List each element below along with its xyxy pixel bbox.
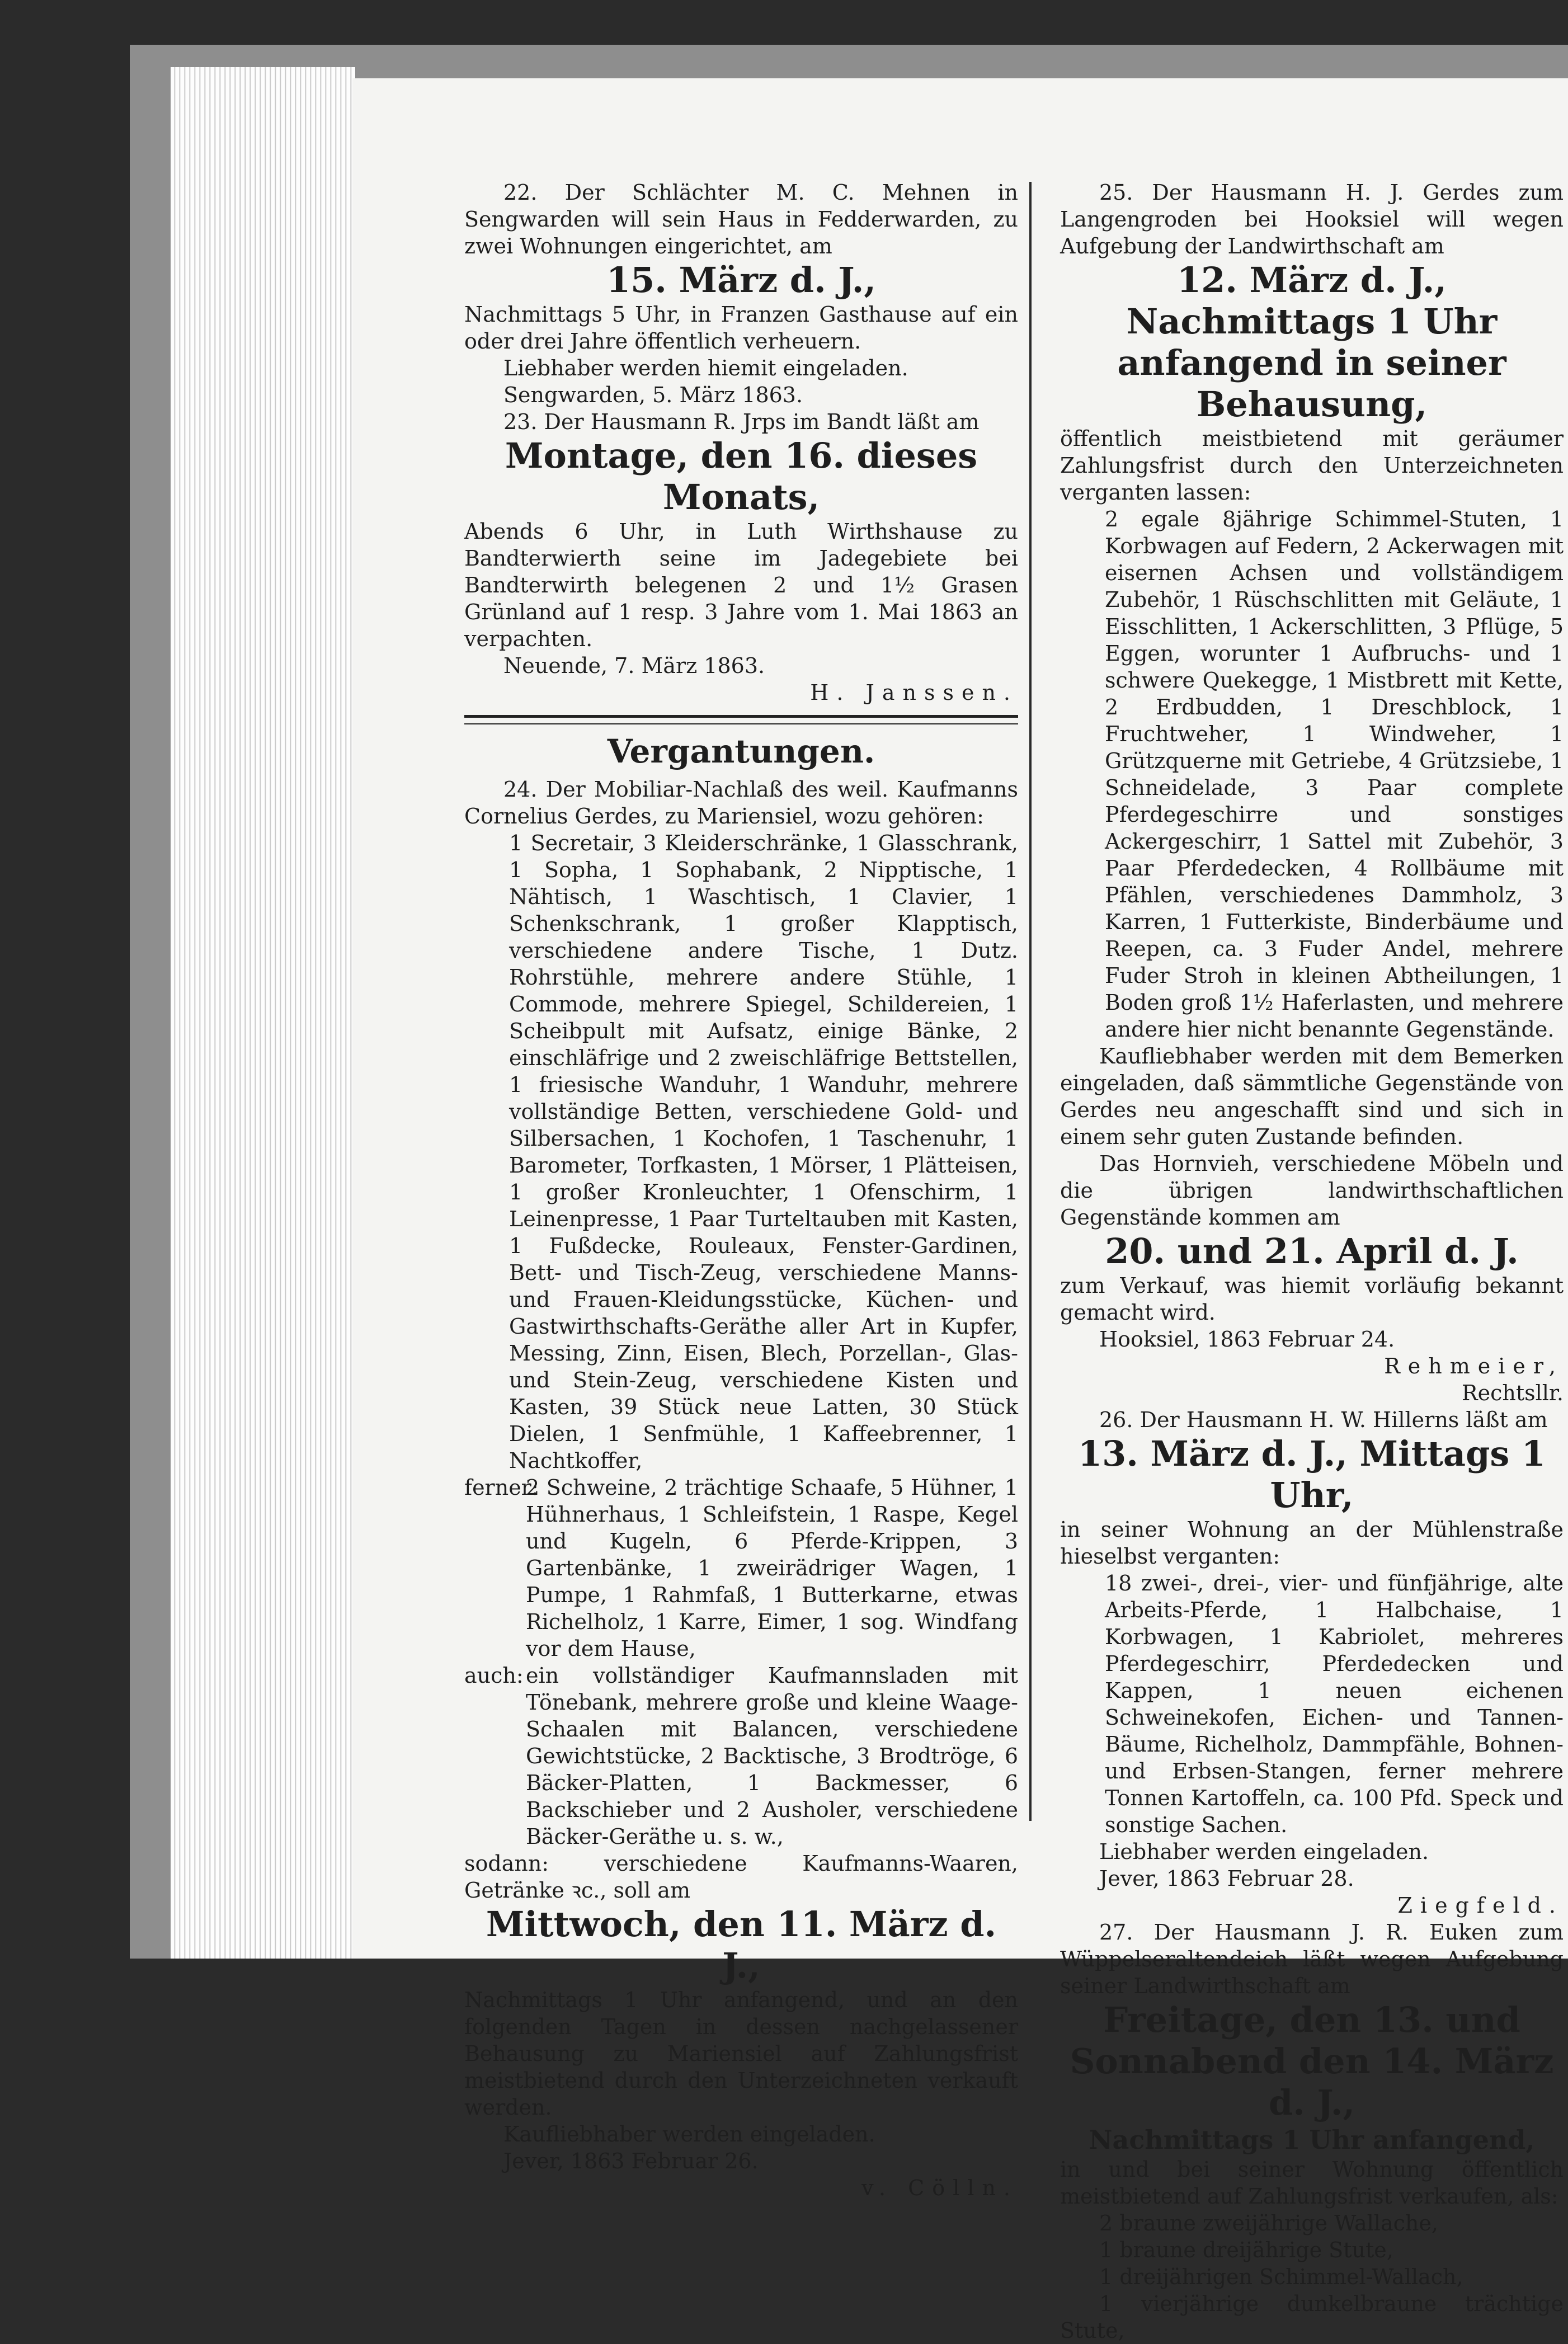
- notice-date: 15. März d. J.,: [606, 260, 876, 300]
- list-item: 1 dreijährigen Schimmel-Wallach,: [1099, 2265, 1463, 2289]
- notice-text: 26. Der Hausmann H. W. Hillerns läßt am: [1099, 1408, 1548, 1432]
- item-list: 18 zwei-, drei-, vier- und fünfjährige, alte Arbeits-Pferde, 1 Halbchaise, 1 Korbwagen, 1 Kabriolet, mehreres Pferdegeschirr, Pferdedecken und Kappen, 1 neuen eichenen Schweinekofen, Eichen- und Tannen-Bäume, Richelholz, Dammpfähle, Bohnen- und Erbsen-Stangen, ferner mehrere Tonnen Kartoffeln, ca. 100 Pfd. Speck und sonstige Sachen.: [1105, 1571, 1564, 1837]
- notice-invite: Liebhaber werden hiemit eingeladen.: [503, 356, 908, 380]
- notice-text: 23. Der Hausmann R. Jrps im Bandt läßt am: [503, 410, 980, 434]
- item-list: 2 egale 8jährige Schimmel-Stuten, 1 Korbwagen auf Federn, 2 Ackerwagen mit eisernen Achsen und vollständigem Zubehör, 1 Rüschschlitten mit Geläute, 1 Eisschlitten, 1 Ackerschlitten, 3 Pflüge, 5 Eggen, worunter 1 Aufbruchs- und 1 schwere Quekegge, 1 Mistbrett mit Kette, 2 Erdbudden, 1 Dreschblock, 1 Fruchtweher, 1 Windweher, 1 Grützquerne mit Getriebe, 4 Grützsiebe, 1 Schneidelade, 3 Paar complete Pferdegeschirre und sonstiges Ackergeschirr, 1 Sattel mit Zubehör, 3 Paar Pferdedecken, 4 Rollbäume mit Pfählen, verschiedenes Dammholz, 3 Karren, 1 Futterkiste, Binderbäume und Reepen, ca. 3 Fuder Andel, mehrere Fuder Stroh in kleinen Abtheilungen, 1 Boden groß 1½ Haferlasten, und mehrere andere hier nicht benannte Gegenstände.: [1105, 507, 1564, 1042]
- notice-text: in und bei seiner Wohnung öffentlich meistbietend auf Zahlungsfrist verkaufen, als:: [1060, 2157, 1564, 2209]
- notice-text: Das Hornvieh, verschiedene Möbeln und die übrigen landwirthschaftlichen Gegenstände kommen am: [1060, 1151, 1564, 1230]
- notice-27: [1060, 1919, 1564, 2344]
- section-rule: [464, 715, 1018, 724]
- notice-place-date: Hooksiel, 1863 Februar 24.: [1099, 1327, 1395, 1352]
- notice-time: Nachmittags 1 Uhr anfangend,: [1089, 2125, 1535, 2155]
- notice-signature-title: Rechtsllr.: [1461, 1381, 1564, 1405]
- notice-text: 24. Der Mobiliar-Nachlaß des weil. Kaufmanns Cornelius Gerdes, zu Mariensiel, wozu gehören:: [464, 777, 1018, 829]
- notice-signature: Ziegfeld.: [1397, 1893, 1564, 1918]
- item-label: ferner:: [464, 1475, 539, 1500]
- notice-place-date: Neuende, 7. März 1863.: [503, 653, 765, 678]
- item-list: 1 Secretair, 3 Kleiderschränke, 1 Glasschrank, 1 Sopha, 1 Sophabank, 2 Nipptische, 1 Nähtisch, 1 Waschtisch, 1 Clavier, 1 Schenkschrank, 1 großer Klapptisch, verschiedene andere Tische, 1 Dutz. Rohrstühle, mehrere andere Stühle, 1 Commode, mehrere Spiegel, Schildereien, 1 Scheibpult mit Aufsatz, einige Bänke, 2 einschläfrige und 2 zweischläfrige Bettstellen, 1 friesische Wanduhr, 1 Wanduhr, mehrere vollständige Betten, verschiedene Gold- und Silbersachen, 1 Kochofen, 1 Taschenuhr, 1 Barometer, Torfkasten, 1 Mörser, 1 Plätteisen, 1 großer Kronleuchter, 1 Ofenschirm, 1 Leinenpresse, 1 Paar Turteltauben mit Kasten, 1 Fußdecke, Rouleaux, Fenster-Gardinen, Bett- und Tisch-Zeug, verschiedene Manns- und Frauen-Kleidungsstücke, Küchen- und Gastwirthschafts-Geräthe aller Art in Kupfer, Messing, Zinn, Eisen, Blech, Porzellan-, Glas- und Stein-Zeug, verschiedene Kisten und Kasten, 39 Stück neue Latten, 30 Stück Dielen, 1 Senfmühle, 1 Kaffeebrenner, 1 Nachtkoffer,: [509, 831, 1018, 1473]
- notice-date: Mittwoch, den 11. März d. J.,: [486, 1904, 997, 1986]
- section-heading: Vergantungen.: [607, 732, 875, 770]
- notice-invite: Kaufliebhaber werden eingeladen.: [503, 2122, 875, 2147]
- notice-date: Freitage, den 13. und Sonnabend den 14. März d. J.,: [1070, 1999, 1554, 2123]
- notice-text: Abends 6 Uhr, in Luth Wirthshause zu Bandterwierth seine im Jadegebiete bei Bandterwirth belegenen 2 und 1½ Grasen Grünland auf 1 resp. 3 Jahre vom 1. Mai 1863 an verpachten.: [464, 519, 1018, 651]
- notice-signature: v. Cölln.: [861, 2176, 1018, 2200]
- list-item: 2 braune zweijährige Wallache,: [1099, 2211, 1438, 2235]
- notice-place-date: Jever, 1863 Februar 28.: [1099, 1866, 1354, 1891]
- notice-text: Nachmittags 5 Uhr, in Franzen Gasthause auf ein oder drei Jahre öffentlich verheuern.: [464, 302, 1018, 354]
- notice-text: öffentlich meistbietend mit geräumer Zahlungsfrist durch den Unterzeichneten verganten lassen:: [1060, 426, 1564, 505]
- notice-text: in seiner Wohnung an der Mühlenstraße hieselbst verganten:: [1060, 1517, 1564, 1569]
- notice-22: [464, 179, 1018, 408]
- notice-25: [1060, 179, 1564, 1406]
- notice-24: [464, 776, 1018, 2201]
- notice-text: Kaufliebhaber werden mit dem Bemerken eingeladen, daß sämmtliche Gegenstände von Gerdes neu angeschafft sind und sich in einem sehr guten Zustande befinden.: [1060, 1044, 1564, 1149]
- item-group: [464, 1662, 1018, 1850]
- notice-text: sodann: verschiedene Kaufmanns-Waaren, Getränke ꝛc., soll am: [464, 1851, 1018, 1903]
- notice-text: 25. Der Hausmann H. J. Gerdes zum Langengroden bei Hooksiel will wegen Aufgebung der Landwirthschaft am: [1060, 180, 1564, 258]
- notice-place-date: Sengwarden, 5. März 1863.: [503, 383, 803, 407]
- notice-text: zum Verkauf, was hiemit vorläufig bekannt gemacht wird.: [1060, 1273, 1564, 1325]
- notice-date: Montage, den 16. dieses Monats,: [505, 435, 978, 517]
- notice-signature: Rehmeier,: [1384, 1354, 1564, 1378]
- notice-text: 27. Der Hausmann J. R. Euken zum Wüppelseraltendeich läßt wegen Aufgebung seiner Landwirthschaft am: [1060, 1920, 1564, 1998]
- list-item: 1 vierjährige dunkelbraune trächtige Stute,: [1060, 2291, 1564, 2343]
- item-group: [464, 1474, 1018, 1662]
- notice-signature: H. Janssen.: [810, 680, 1018, 705]
- column-divider: [1029, 182, 1032, 1821]
- notice-place-date: Jever, 1863 Februar 26.: [503, 2149, 759, 2173]
- right-column: [1060, 179, 1564, 2344]
- item-list: ein vollständiger Kaufmannsladen mit Tönebank, mehrere große und kleine Waage-Schaalen mit Balancen, verschiedene Gewichtstücke, 2 Backtische, 3 Brodtröge, 6 Bäcker-Platten, 1 Backmesser, 6 Backschieber und 2 Ausholer, verschiedene Bäcker-Geräthe u. s. w.,: [526, 1663, 1018, 1849]
- item-label: auch:: [464, 1663, 524, 1688]
- notice-text: Nachmittags 1 Uhr anfangend, und an den folgenden Tagen in dessen nachgelassener Behausung zu Mariensiel auf Zahlungsfrist meistbietend durch den Unterzeichneten verkauft werden.: [464, 1988, 1018, 2120]
- left-column: [464, 179, 1018, 2201]
- notice-date: 13. März d. J., Mittags 1 Uhr,: [1077, 1433, 1546, 1515]
- item-list: 2 Schweine, 2 trächtige Schaafe, 5 Hühner, 1 Hühnerhaus, 1 Schleifstein, 1 Raspe, Kegel und Kugeln, 6 Pferde-Krippen, 3 Gartenbänke, 1 zweirädriger Wagen, 1 Pumpe, 1 Rahmfaß, 1 Butterkarne, etwas Richelholz, 1 Karre, Eimer, 1 sog. Windfang vor dem Hause,: [526, 1475, 1018, 1661]
- notice-23: [464, 408, 1018, 706]
- notice-date: 20. und 21. April d. J.: [1105, 1231, 1519, 1272]
- notice-26: [1060, 1406, 1564, 1919]
- notice-invite: Liebhaber werden eingeladen.: [1099, 1839, 1429, 1864]
- notice-date: 12. März d. J., Nachmittags 1 Uhr anfangend in seiner Behausung,: [1117, 260, 1506, 425]
- page-edges: [171, 67, 355, 1959]
- list-item: 1 braune dreijährige Stute,: [1099, 2238, 1393, 2262]
- notice-text: 22. Der Schlächter M. C. Mehnen in Sengwarden will sein Haus in Fedderwarden, zu zwei Wohnungen eingerichtet, am: [464, 180, 1018, 258]
